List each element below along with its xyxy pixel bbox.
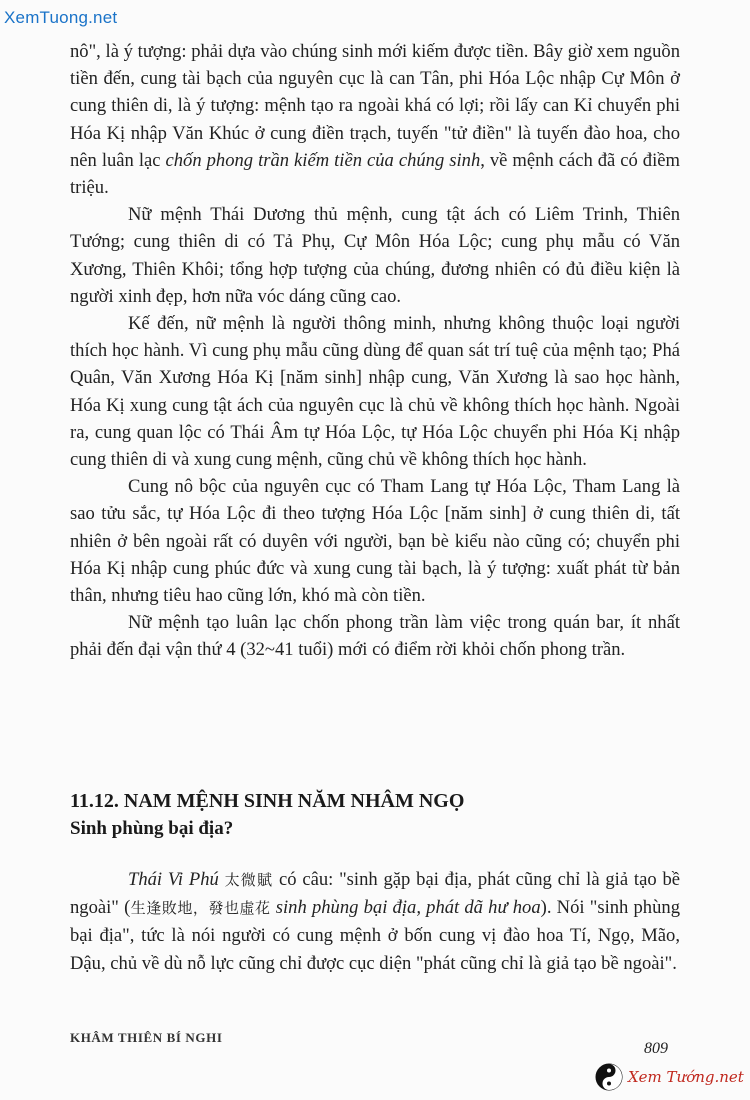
text-run: nô", là ý tượng: phải dựa vào chúng sinh mới kiếm được tiền. Bây giờ xem nguồn tiền đến, cung tài bạch của nguyên cục là can Tân, phi Hóa Lộc nhập Cự Môn ở cung thiên di, là ý tượng: mệnh tạo ra ngoài khá có lợi; rồi lấy can Kỉ chuyển phi Hóa Kị nhập Văn Khúc ở cung điền trạch, tuyến "tử điền" là tuyến đào hoa, cho nên luân lạc xyxy=(70,41,680,171)
italic-text-run: sinh phùng bại địa, phát dã hư hoa xyxy=(275,897,541,918)
yin-yang-icon xyxy=(595,1063,623,1091)
chinese-text-run: 生逢敗地，發也虛花 xyxy=(130,899,271,917)
site-logo[interactable] xyxy=(595,1060,745,1094)
section-heading xyxy=(70,787,680,843)
text-run: Nữ mệnh Thái Dương thủ mệnh, cung tật ách có Liêm Trinh, Thiên Tướng; cung thiên di có Tả Phụ, Cự Môn Hóa Lộc; cung phụ mẫu có Văn Xương, Thiên Khôi; tổng hợp tượng của chúng, đương nhiên có đủ điều kiện là người xinh đẹp, hơn nữa vóc dáng cũng cao. xyxy=(70,204,680,307)
paragraph xyxy=(70,201,680,310)
book-title-footer: KHÂM THIÊN BÍ NGHI xyxy=(70,1030,223,1045)
section-title: 11.12. NAM MỆNH SINH NĂM NHÂM NGỌ xyxy=(70,790,465,812)
section-paragraph xyxy=(70,866,680,978)
page-number: 809 xyxy=(644,1040,668,1057)
chinese-text-run: 太微賦 xyxy=(224,871,274,889)
paragraph xyxy=(70,609,680,663)
site-watermark[interactable]: XemTuong.net xyxy=(4,8,118,27)
text-run: ). Nói "sinh phùng bại địa", tức là nói người có cung mệnh ở bốn cung vị đào hoa Tí, Ngọ, Mão, Dậu, chủ về dù nỗ lực cũng chỉ được cục diện "phát cũng chỉ là giả tạo bề ngoài". xyxy=(70,897,680,974)
text-run: Cung nô bộc của nguyên cục có Tham Lang tự Hóa Lộc, Tham Lang là sao tửu sắc, tự Hóa Lộc đi theo tượng Hóa Lộc [năm sinh] ở cung thiên di, tất nhiên ở bên ngoài rất có duyên với người, bạn bè kiểu nào cũng có; chuyển phi Hóa Kị nhập cung phúc đức và xung cung tài bạch, là ý tượng: xuất phát từ bản thân, nhưng tiêu hao cũng lớn, khó mà còn tiền. xyxy=(70,476,680,607)
paragraph xyxy=(70,866,680,978)
text-run: Nữ mệnh tạo luân lạc chốn phong trần làm việc trong quán bar, ít nhất phải đến đại vận thứ 4 (32~41 tuổi) mới có điểm rời khỏi chốn phong trần. xyxy=(70,612,680,661)
section-subtitle: Sinh phùng bại địa? xyxy=(70,818,234,839)
paragraph xyxy=(70,473,680,609)
italic-text-run: chốn phong trần kiếm tiền của chúng sinh xyxy=(165,149,481,171)
italic-text-run: Thái Vi Phú xyxy=(128,869,219,890)
body-text xyxy=(70,38,680,664)
text-run: có câu: "sinh gặp bại địa, phát cũng chỉ là giả tạo bề ngoài" ( xyxy=(70,869,680,918)
paragraph xyxy=(70,38,680,201)
text-run: Kế đến, nữ mệnh là người thông minh, nhưng không thuộc loại người thích học hành. Vì cung phụ mẫu cũng dùng để quan sát trí tuệ của mệnh tạo; Phá Quân, Văn Xương Hóa Kị [năm sinh] nhập cung, Văn Xương là sao học hành, Hóa Kị xung cung tật ách của nguyên cục là chủ về không thích học hành. Ngoài ra, cung quan lộc có Thái Âm tự Hóa Lộc, tự Hóa Lộc chuyển phi Hóa Kị nhập cung thiên di và xung cung mệnh, cũng chủ về không thích học hành. xyxy=(70,313,680,471)
logo-text: Xem Tướng.net xyxy=(628,1068,744,1086)
text-run: , về mệnh cách đã có điềm triệu. xyxy=(70,149,680,199)
paragraph xyxy=(70,310,680,473)
